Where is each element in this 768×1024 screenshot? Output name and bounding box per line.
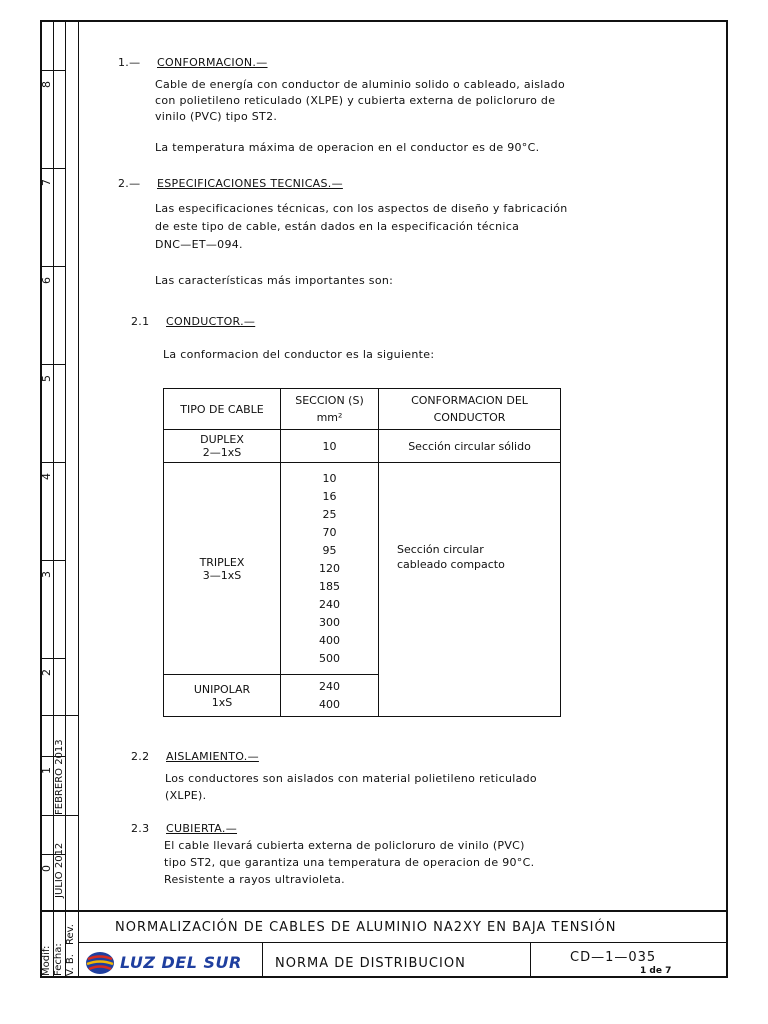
zone-tick (40, 168, 65, 169)
subsection-2-3-text-line: El cable llevará cubierta externa de policloruro de vinilo (PVC) (164, 839, 525, 852)
conductor-table (163, 388, 561, 717)
zone-number: 8 (40, 81, 53, 88)
table-row (164, 430, 561, 463)
document-title: NORMALIZACIÓN DE CABLES DE ALUMINIO NA2XY EN BAJA TENSIÓN (115, 920, 617, 935)
page-indicator: 1 de 7 (640, 966, 672, 976)
section-size: 70 (322, 525, 337, 539)
table-header-conformacion: CONFORMACION DEL CONDUCTOR (379, 389, 561, 430)
rev-column-line (65, 20, 66, 978)
titleblock-divider (78, 942, 728, 943)
subsection-2-1-intro: La conformacion del conductor es la siguiente: (163, 348, 435, 361)
section-size: 300 (319, 615, 340, 629)
conformacion-duplex: Sección circular sólido (379, 430, 561, 463)
zone-tick (40, 364, 65, 365)
rev-divider (40, 815, 78, 816)
document-type: NORMA DE DISTRIBUCION (275, 956, 466, 971)
zone-number: 4 (40, 473, 53, 480)
titleblock-top-border (40, 910, 728, 912)
section-size: 185 (319, 579, 340, 593)
titleblock-divider (262, 942, 263, 978)
section-size: 500 (319, 651, 340, 665)
company-name: LUZ DEL SUR (120, 953, 242, 972)
rev-column-line (78, 20, 79, 978)
table-header-tipo: TIPO DE CABLE (164, 389, 281, 430)
table-header-seccion: SECCION (S) mm² (281, 389, 379, 430)
subsection-2-3-text-line: tipo ST2, que garantiza una temperatura de operacion de 90°C. (164, 856, 535, 869)
section-size: 400 (319, 697, 340, 711)
zone-tick (40, 70, 65, 71)
subsection-2-3-number: 2.3 (131, 822, 150, 835)
section-1-text-line: Cable de energía con conductor de aluminio solido o cableado, aislado (155, 78, 565, 91)
triplex-sizes (281, 463, 379, 675)
zone-tick (40, 462, 65, 463)
section-2-text-line: Las especificaciones técnicas, con los aspectos de diseño y fabricación (155, 202, 568, 215)
rev-label-modif: Modif: (41, 945, 52, 976)
subsection-2-2-heading: AISLAMIENTO.— (166, 750, 259, 763)
section-2-heading: ESPECIFICACIONES TECNICAS.— (157, 177, 343, 190)
subsection-2-2-number: 2.2 (131, 750, 150, 763)
subsection-2-3-heading: CUBIERTA.— (166, 822, 238, 835)
rev-label-fecha: Fecha: (53, 943, 64, 976)
zone-number: 1 (40, 767, 53, 774)
zone-tick (40, 266, 65, 267)
section-2-text-line: DNC—ET—094. (155, 238, 243, 251)
zone-number: 5 (40, 375, 53, 382)
cable-type-duplex: DUPLEX 2—1xS (164, 430, 281, 463)
section-1-number: 1.— (118, 56, 141, 69)
section-1-text-line: con polietileno reticulado (XLPE) y cubierta externa de policloruro de (155, 94, 556, 107)
cable-type-triplex: TRIPLEX 3—1xS (164, 463, 281, 675)
subsection-2-2-text-line: Los conductores son aislados con material polietileno reticulado (165, 772, 537, 785)
zone-number: 7 (40, 179, 53, 186)
rev-column-line (53, 20, 54, 978)
section-size: 16 (322, 489, 337, 503)
titleblock-divider (530, 942, 531, 978)
table-row (164, 463, 561, 675)
zone-number: 2 (40, 669, 53, 676)
zone-tick (40, 658, 65, 659)
zone-number: 6 (40, 277, 53, 284)
section-1-heading: CONFORMACION.— (157, 56, 268, 69)
zone-number: 0 (40, 865, 53, 872)
section-size: 240 (319, 679, 340, 693)
section-size: 10 (281, 430, 379, 463)
section-size: 10 (322, 471, 337, 485)
section-1-temperature: La temperatura máxima de operacion en el conductor es de 90°C. (155, 141, 540, 154)
rev-label-rev: Rev. (65, 924, 76, 945)
revision-date: FEBRERO 2013 (54, 739, 65, 815)
section-size: 120 (319, 561, 340, 575)
document-code: CD—1—035 (570, 950, 657, 965)
subsection-2-3-text-line: Resistente a rayos ultravioleta. (164, 873, 345, 886)
section-1-text-line: vinilo (PVC) tipo ST2. (155, 110, 278, 123)
section-2-text-line: de este tipo de cable, están dados en la especificación técnica (155, 220, 520, 233)
subsection-2-1-heading: CONDUCTOR.— (166, 315, 256, 328)
zone-tick (40, 560, 65, 561)
cable-type-unipolar: UNIPOLAR 1xS (164, 675, 281, 717)
subsection-2-1-number: 2.1 (131, 315, 150, 328)
unipolar-sizes (281, 675, 379, 717)
rev-divider (40, 715, 78, 716)
section-size: 400 (319, 633, 340, 647)
section-2-intro: Las características más importantes son: (155, 274, 394, 287)
section-size: 25 (322, 507, 337, 521)
section-2-number: 2.— (118, 177, 141, 190)
rev-label-vb: V. B. (65, 954, 76, 976)
section-size: 95 (322, 543, 337, 557)
section-size: 240 (319, 597, 340, 611)
conformacion-cableado: Sección circular cableado compacto (379, 463, 561, 717)
zone-number: 3 (40, 571, 53, 578)
revision-date: JULIO 2012 (54, 842, 65, 898)
subsection-2-2-text-line: (XLPE). (165, 789, 207, 802)
